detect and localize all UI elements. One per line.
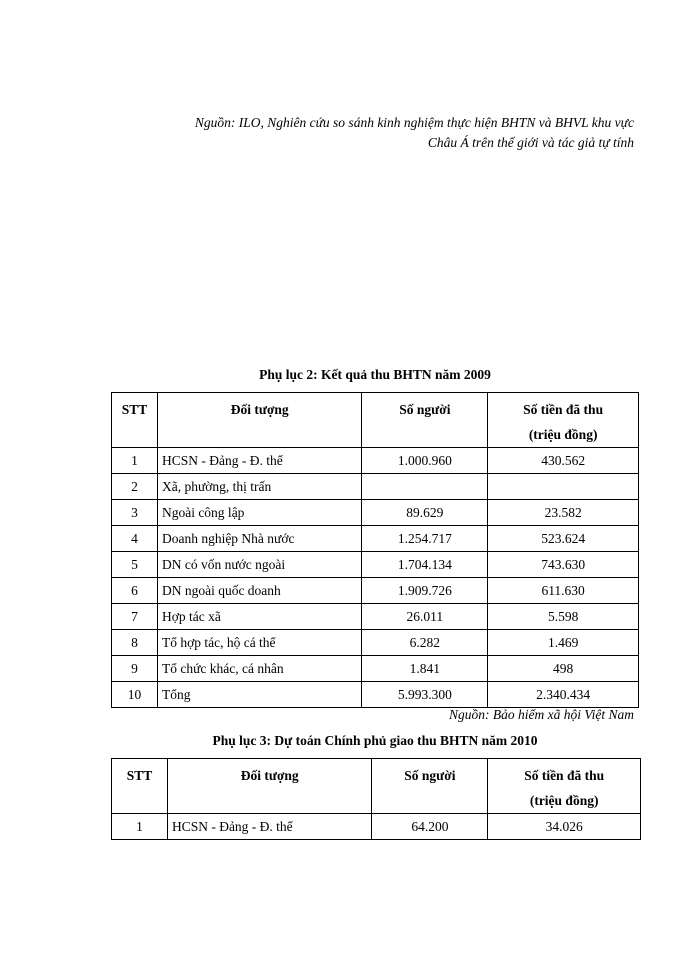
- cell-object: DN ngoài quốc doanh: [157, 578, 362, 604]
- header-amount-line2: (triệu đồng): [528, 427, 598, 442]
- cell-object: Tổng: [157, 682, 362, 708]
- source-note-line2: Châu Á trên thế giới và tác giả tự tính: [427, 135, 634, 150]
- table-row: [112, 448, 639, 474]
- cell-persons: 26.011: [362, 604, 488, 630]
- header-amount: [488, 393, 639, 448]
- cell-persons: [362, 474, 488, 500]
- cell-stt: 3: [112, 500, 158, 526]
- table-row: [112, 526, 639, 552]
- cell-stt: 10: [112, 682, 158, 708]
- header-object: Đối tượng: [167, 759, 372, 814]
- table-header-row: [112, 759, 641, 814]
- cell-object: Tổ hợp tác, hộ cá thể: [157, 630, 362, 656]
- table-row: [112, 656, 639, 682]
- table-row: [112, 630, 639, 656]
- cell-stt: 7: [112, 604, 158, 630]
- cell-persons: 1.254.717: [362, 526, 488, 552]
- cell-persons: 1.909.726: [362, 578, 488, 604]
- cell-object: HCSN - Đảng - Đ. thể: [157, 448, 362, 474]
- cell-amount: 5.598: [488, 604, 639, 630]
- source-note-line1: Nguồn: ILO, Nghiên cứu so sánh kinh nghiệm thực hiện BHTN và BHVL khu vực: [194, 115, 634, 130]
- table-row: [112, 552, 639, 578]
- cell-stt: 5: [112, 552, 158, 578]
- cell-object: Ngoài công lập: [157, 500, 362, 526]
- cell-stt: 1: [112, 814, 168, 840]
- cell-amount: [488, 474, 639, 500]
- header-amount-line2: (triệu đồng): [529, 793, 599, 808]
- appendix2-caption: Phụ lục 2: Kết quả thu BHTN năm 2009: [259, 367, 491, 382]
- cell-stt: 6: [112, 578, 158, 604]
- table-row: [112, 682, 639, 708]
- table-row: [112, 500, 639, 526]
- appendix3-caption: Phụ lục 3: Dự toán Chính phủ giao thu BHTN năm 2010: [212, 733, 538, 748]
- cell-amount: 523.624: [488, 526, 639, 552]
- cell-persons: 1.000.960: [362, 448, 488, 474]
- cell-amount: 743.630: [488, 552, 639, 578]
- header-persons: Số người: [372, 759, 488, 814]
- cell-amount: 611.630: [488, 578, 639, 604]
- cell-persons: 64.200: [372, 814, 488, 840]
- cell-amount: 1.469: [488, 630, 639, 656]
- appendix2-source: Nguồn: Bảo hiểm xã hội Việt Nam: [449, 707, 634, 722]
- header-stt: STT: [112, 393, 158, 448]
- table-row: [112, 604, 639, 630]
- cell-object: Doanh nghiệp Nhà nước: [157, 526, 362, 552]
- header-amount-line1: Số tiền đã thu: [523, 402, 604, 417]
- source-note-top: [74, 113, 634, 153]
- cell-stt: 4: [112, 526, 158, 552]
- cell-object: Hợp tác xã: [157, 604, 362, 630]
- cell-stt: 2: [112, 474, 158, 500]
- cell-object: Xã, phường, thị trấn: [157, 474, 362, 500]
- header-amount: [488, 759, 641, 814]
- cell-amount: 430.562: [488, 448, 639, 474]
- cell-persons: 5.993.300: [362, 682, 488, 708]
- cell-persons: 89.629: [362, 500, 488, 526]
- cell-amount: 2.340.434: [488, 682, 639, 708]
- cell-amount: 498: [488, 656, 639, 682]
- header-object: Đối tượng: [157, 393, 362, 448]
- table-row: [112, 814, 641, 840]
- appendix3-table-body: [112, 814, 641, 840]
- table-row: [112, 474, 639, 500]
- table-row: [112, 578, 639, 604]
- cell-persons: 1.841: [362, 656, 488, 682]
- table-header-row: [112, 393, 639, 448]
- cell-amount: 34.026: [488, 814, 641, 840]
- header-persons: Số người: [362, 393, 488, 448]
- appendix2-table: [111, 392, 639, 708]
- cell-object: HCSN - Đảng - Đ. thể: [167, 814, 372, 840]
- cell-amount: 23.582: [488, 500, 639, 526]
- cell-stt: 9: [112, 656, 158, 682]
- cell-stt: 8: [112, 630, 158, 656]
- cell-object: Tổ chức khác, cá nhân: [157, 656, 362, 682]
- cell-persons: 6.282: [362, 630, 488, 656]
- appendix2-table-body: [112, 448, 639, 708]
- header-stt: STT: [112, 759, 168, 814]
- header-amount-line1: Số tiền đã thu: [524, 768, 605, 783]
- appendix3-table: [111, 758, 641, 840]
- cell-stt: 1: [112, 448, 158, 474]
- cell-object: DN có vốn nước ngoài: [157, 552, 362, 578]
- cell-persons: 1.704.134: [362, 552, 488, 578]
